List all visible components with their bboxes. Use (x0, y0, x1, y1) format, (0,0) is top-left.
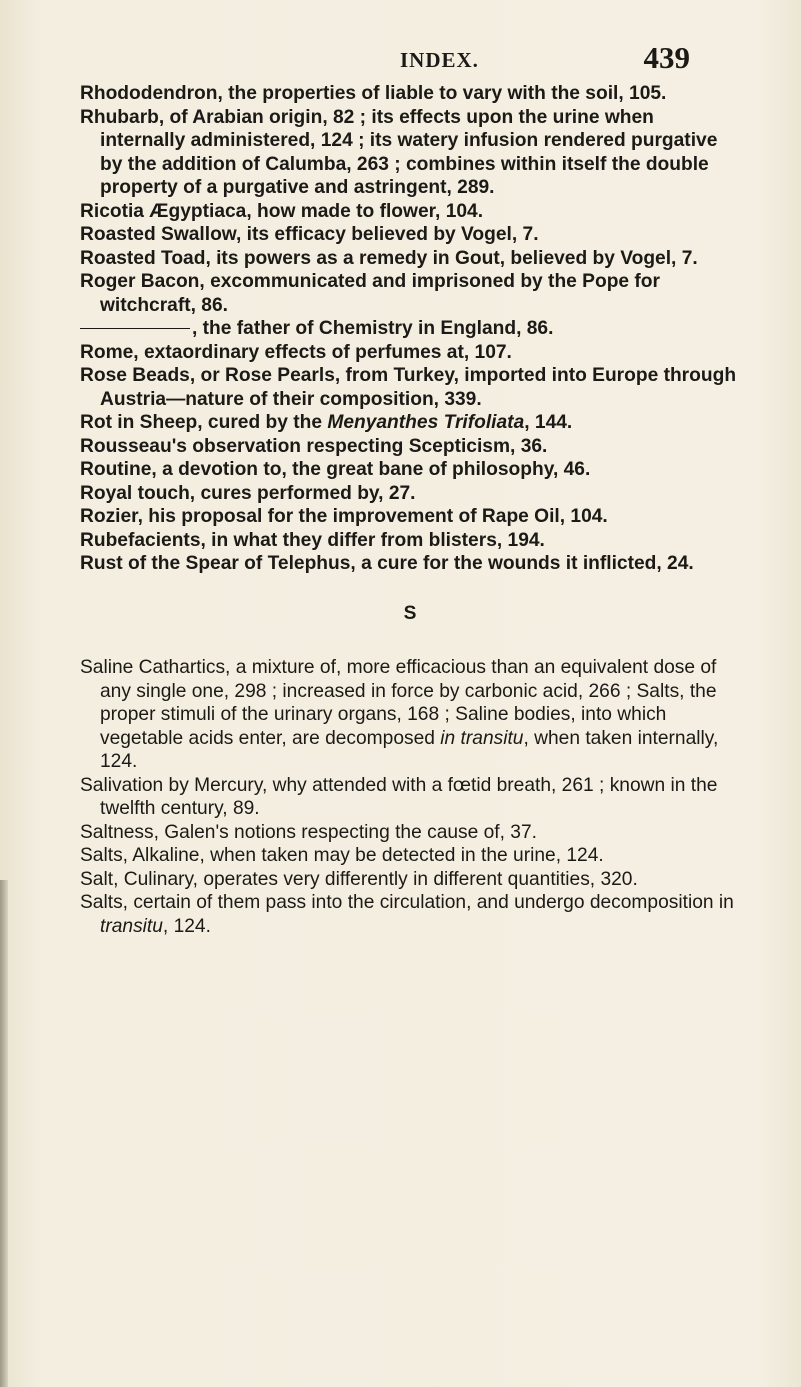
running-title: INDEX. (400, 48, 479, 72)
index-entry: Saltness, Galen's notions respecting the cause of, 37. (80, 821, 537, 843)
entry-text: Rot in Sheep, cured by the (80, 412, 328, 433)
index-entry: Rust of the Spear of Telephus, a cure for the wounds it inflicted, 24. (80, 553, 694, 574)
index-entry: Ricotia Ægyptiaca, how made to flower, 104. (80, 200, 484, 222)
entry-italic-text: in transitu (440, 727, 524, 749)
page-number: 439 (643, 40, 690, 75)
index-entry: Rose Beads, or Rose Pearls, from Turkey, imported into Europe through Austria—nature of their composition, 339. (80, 365, 737, 410)
index-column (80, 82, 740, 938)
index-entry-text: , the father of Chemistry in England, 86. (192, 318, 554, 339)
index-entry: Rome, extaordinary effects of perfumes at, 107. (80, 341, 512, 363)
index-entry: Salivation by Mercury, why attended with a fœtid breath, 261 ; known in the twelfth century, 89. (80, 774, 718, 819)
index-entry (80, 411, 740, 435)
entry-italic-text: Menyanthes Trifoliata (327, 412, 525, 433)
index-entry (80, 656, 740, 774)
index-entry: Roasted Swallow, its efficacy believed by Vogel, 7. (80, 224, 539, 245)
entry-italic-text: transitu (100, 915, 163, 937)
index-entry: Rozier, his proposal for the improvement of Rape Oil, 104. (80, 506, 608, 527)
index-entry: Routine, a devotion to, the great bane of philosophy, 46. (80, 459, 591, 480)
index-entry-continuation (80, 317, 740, 341)
section-letter: S (403, 602, 417, 624)
index-entry (80, 891, 740, 938)
entry-text: , 144. (524, 412, 573, 433)
ditto-dash (80, 328, 190, 329)
index-entry: Rhododendron, the properties of liable to vary with the soil, 105. (80, 83, 667, 104)
index-entry: Salt, Culinary, operates very differently in different quantities, 320. (80, 868, 638, 890)
index-entry: Roasted Toad, its powers as a remedy in Gout, believed by Vogel, 7. (80, 247, 698, 269)
index-entry: Rhubarb, of Arabian origin, 82 ; its effects upon the urine when internally administered, 124 ; its watery infusion rendered purgative by the addition of Calumba, 263 ; combines within itself the double property of a purgative and astringent, 289. (80, 106, 718, 198)
entry-text: , when taken internally, 124. (100, 727, 719, 772)
index-entry: Roger Bacon, excommunicated and imprisoned by the Pope for witchcraft, 86. (80, 271, 660, 316)
index-entry: Royal touch, cures performed by, 27. (80, 482, 416, 504)
entry-text: Salts, certain of them pass into the circulation, and undergo decomposition in (80, 892, 734, 913)
index-entry: Rousseau's observation respecting Scepticism, 36. (80, 435, 548, 457)
entry-text: Saline Cathartics, a mixture of, more efficacious than an equivalent dose of any single one, 298 ; increased in force by carbonic acid, 266 ; Salts, the proper stimuli of the urinary organs, 168 ; Saline bodies, into which vegetable acids enter, are decomposed (80, 657, 717, 749)
index-entry: Salts, Alkaline, when taken may be detected in the urine, 124. (80, 845, 604, 866)
entry-text: , 124. (162, 915, 211, 937)
binding-edge-shadow (0, 880, 8, 1387)
page-header (400, 40, 690, 80)
index-entry: Rubefacients, in what they differ from blisters, 194. (80, 529, 545, 551)
